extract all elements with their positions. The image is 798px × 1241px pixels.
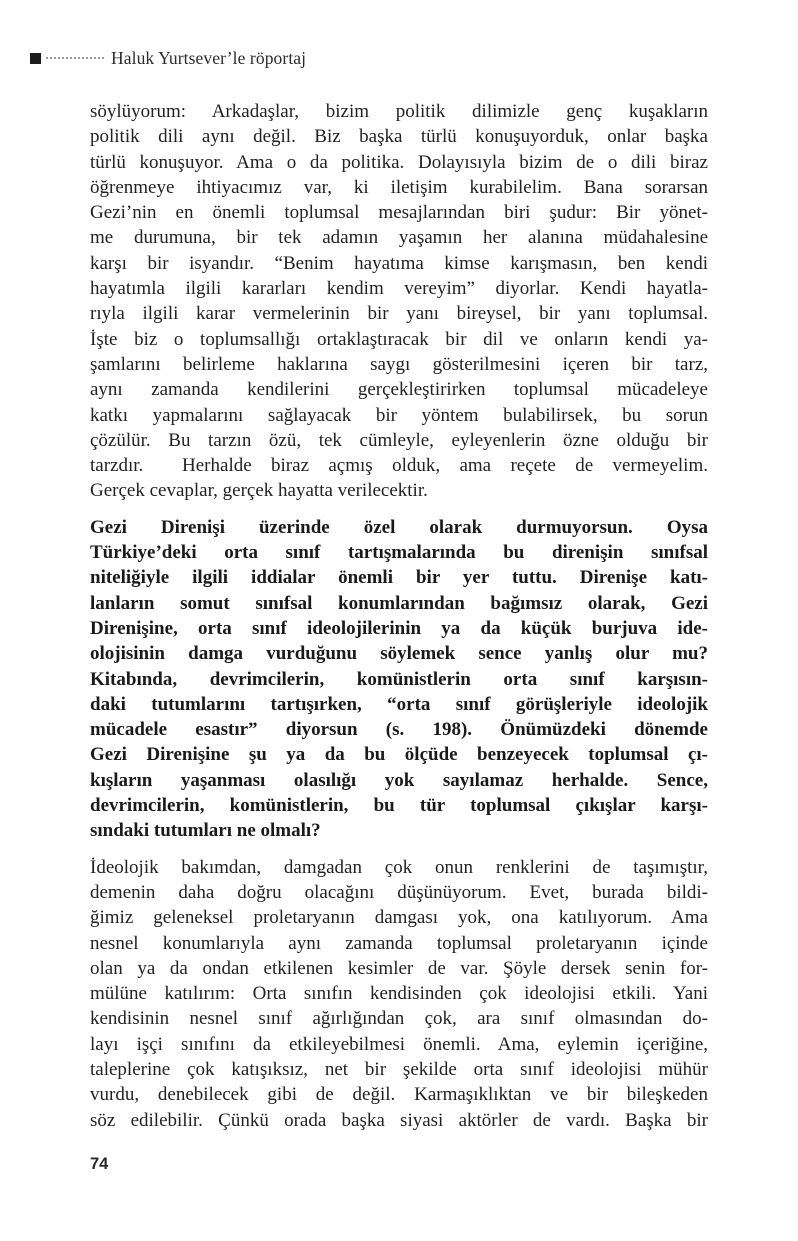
text-line: hayatımla ilgili kararları kendim vereyim” diyorlar. Kendi hayatla- — [90, 278, 708, 300]
text-line: Gezi’nin en önemli toplumsal mesajlarından biri şudur: Bir yönet- — [90, 202, 708, 224]
text-line: layı işçi sınıfını da etkileyebilmesi önemli. Ama, eylemin içeriğine, — [90, 1033, 708, 1055]
text-line: niteliğiyle ilgili iddialar önemli bir yer tuttu. Direnişe katı- — [90, 567, 708, 589]
text-line: mülüne katılırım: Orta sınıfın kendisinden çok ideolojisi etkili. Yani — [90, 983, 708, 1005]
text-line: mücadele esastır” diyorsun (s. 198). Önümüzdeki dönemde — [90, 719, 708, 741]
header-dotted-line — [46, 57, 104, 59]
body-paragraph-answer — [90, 99, 708, 504]
text-line: İdeolojik bakımdan, damgadan çok onun renklerini de taşımıştır, — [90, 856, 708, 878]
text-line: Direnişine, orta sınıf ideolojilerinin ya da küçük burjuva ide- — [90, 617, 708, 639]
text-line: rıyla ilgili karar vermelerinin bir yanı bireysel, bir yanı toplumsal. — [90, 303, 708, 325]
page-text-column — [90, 99, 708, 1133]
text-line: kışların yaşanması olasılığı yok sayılamaz herhalde. Sence, — [90, 769, 708, 791]
question-paragraph — [90, 515, 708, 844]
text-line: şamlarını belirleme haklarına saygı gösterilmesini içeren bir tarz, — [90, 353, 708, 375]
text-line: kendisinin nesnel sınıf ağırlığından çok, ara sınıf olmasından do- — [90, 1008, 708, 1030]
page-number: 74 — [90, 1155, 109, 1173]
text-line: lanların somut sınıfsal konumlarından bağımsız olarak, Gezi — [90, 592, 708, 614]
text-line: me durumuna, bir tek adamın yaşamın her alanına müdahalesine — [90, 227, 708, 249]
text-line: İşte biz o toplumsallığı ortaklaştıracak bir dil ve onların kendi ya- — [90, 328, 708, 350]
text-line: tarzdır. Herhalde biraz açmış olduk, ama reçete de vermeyelim. — [90, 455, 708, 477]
text-line: devrimcilerin, komünistlerin, bu tür toplumsal çıkışlar karşı- — [90, 795, 708, 817]
running-header — [30, 47, 306, 69]
text-line: Gezi Direnişine şu ya da bu ölçüde benzeyecek toplumsal çı- — [90, 744, 708, 766]
text-line: katkı yapmalarını sağlayacak bir yöntem bulabilirsek, bu sorun — [90, 404, 708, 426]
text-line: öğrenmeye ihtiyacımız var, ki iletişim kurabilelim. Bana sorarsan — [90, 176, 708, 198]
text-line: söz edilebilir. Çünkü orada başka siyasi aktörler de vardı. Başka bir — [90, 1109, 708, 1131]
text-line: olan ya da ondan etkilenen kesimler de var. Şöyle dersek senin for- — [90, 957, 708, 979]
text-line: politik dili aynı değil. Biz başka türlü konuşuyorduk, onlar başka — [90, 126, 708, 148]
text-line: nesnel konumlarıyla aynı zamanda toplumsal proletaryanın içinde — [90, 932, 708, 954]
text-line: türlü konuşuyor. Ama o da politika. Dolayısıyla bizim de o dili biraz — [90, 151, 708, 173]
text-line: söylüyorum: Arkadaşlar, bizim politik dilimizle genç kuşakların — [90, 101, 708, 122]
text-line: Türkiye’deki orta sınıf tartışmalarında bu direnişin sınıfsal — [90, 542, 708, 564]
text-line: daki tutumlarını tartışırken, “orta sınıf görüşleriyle ideolojik — [90, 693, 708, 715]
text-line: ğimiz geleneksel proletaryanın damgası yok, ona katılıyorum. Ama — [90, 907, 708, 929]
text-line: vurdu, denebilecek gibi de değil. Karmaşıklıktan ve bir bileşkeden — [90, 1084, 708, 1106]
text-line: karşı bir isyandır. “Benim hayatıma kimse karışmasın, ben kendi — [90, 252, 708, 274]
text-line: Gerçek cevaplar, gerçek hayatta verilecektir. — [90, 480, 428, 502]
text-line: sındaki tutumları ne olmalı? — [90, 820, 321, 842]
text-line: taleplerine çok katışıksız, net bir şekilde orta sınıf ideolojisi mühür — [90, 1058, 708, 1080]
running-header-title: Haluk Yurtsever’le röportaj — [111, 47, 307, 68]
text-line: Kitabında, devrimcilerin, komünistlerin orta sınıf karşısın- — [90, 668, 708, 690]
body-paragraph-answer — [90, 855, 708, 1133]
text-line: çözülür. Bu tarzın özü, tek cümleyle, eyleyenlerin özne olduğu bir — [90, 429, 708, 451]
header-square-marker-icon — [30, 53, 41, 64]
text-line: aynı zamanda kendilerini gerçekleştirirken toplumsal mücadeleye — [90, 379, 708, 401]
text-line: demenin daha doğru olacağını düşünüyorum. Evet, burada bildi- — [90, 881, 708, 903]
text-line: olojisinin damga vurduğunu söylemek sence yanlış olur mu? — [90, 643, 708, 665]
text-line: Gezi Direnişi üzerinde özel olarak durmuyorsun. Oysa — [90, 516, 708, 538]
